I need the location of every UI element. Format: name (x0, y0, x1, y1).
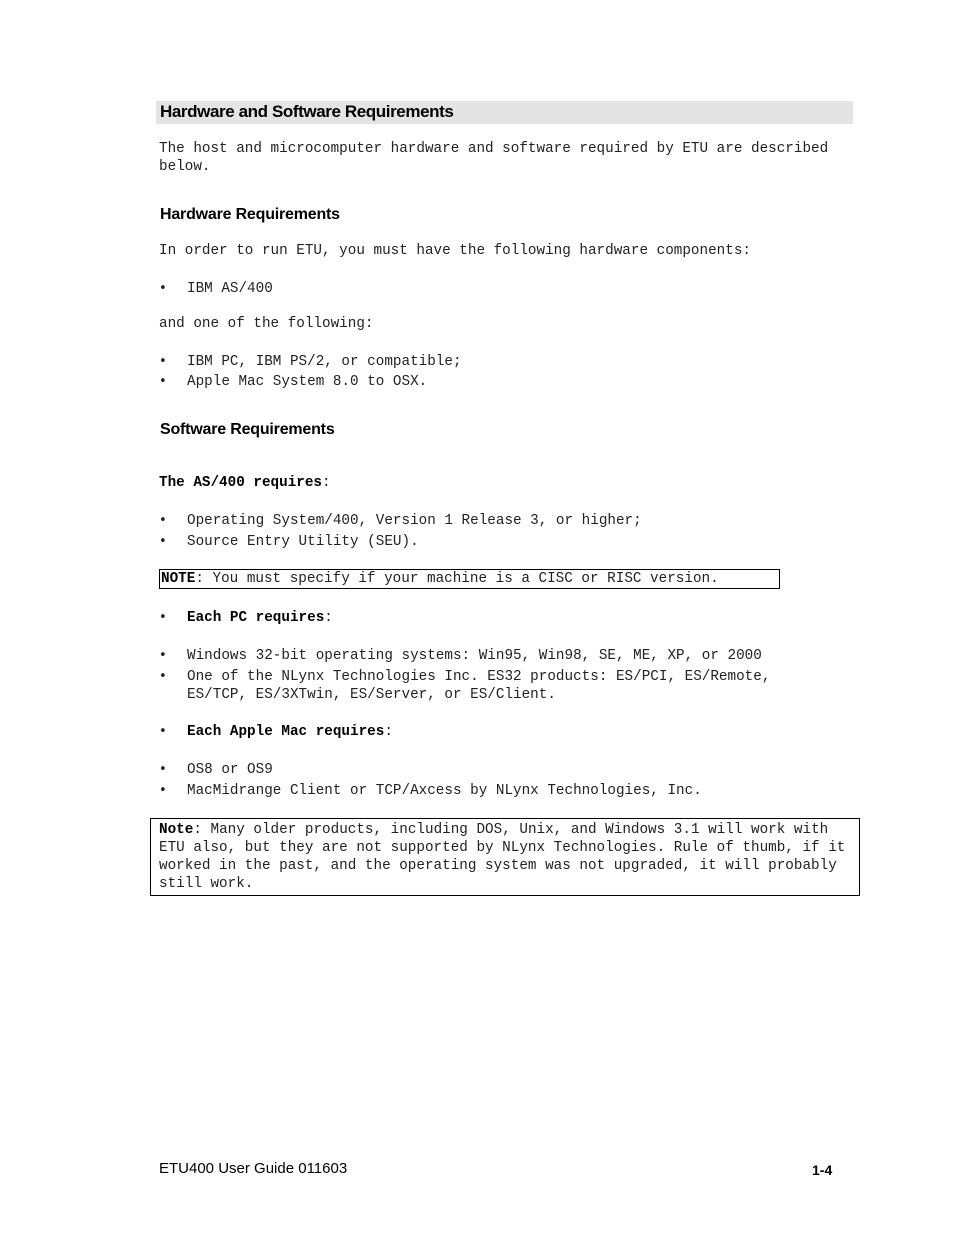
and-one-text: and one of the following: (159, 316, 374, 332)
section-title: Hardware and Software Requirements (160, 102, 454, 121)
bullet-icon: • (159, 534, 167, 549)
bullet-icon: • (159, 610, 167, 625)
list-item: • Windows 32-bit operating systems: Win95, Win98, SE, ME, XP, or 2000 (159, 648, 762, 664)
note-cisc-risc: NOTE: You must specify if your machine is a CISC or RISC version. (159, 569, 780, 589)
bullet-icon: • (159, 669, 167, 684)
list-item: • IBM PC, IBM PS/2, or compatible; (159, 354, 462, 370)
bullet-icon: • (159, 783, 167, 798)
section-intro: The host and microcomputer hardware and software required by ETU are described below. (159, 141, 837, 175)
bullet-icon: • (159, 648, 167, 663)
bullet-icon: • (159, 762, 167, 777)
software-heading: Software Requirements (160, 421, 335, 438)
bullet-icon: • (159, 281, 167, 296)
bullet-icon: • (159, 374, 167, 389)
list-item: • Apple Mac System 8.0 to OSX. (159, 374, 428, 390)
bullet-icon: • (159, 724, 167, 739)
mac-requires: • Each Apple Mac requires: (159, 724, 393, 740)
as400-requires: The AS/400 requires: (159, 475, 331, 491)
pc-requires: • Each PC requires: (159, 610, 333, 626)
list-item: • Operating System/400, Version 1 Release 3, or higher; (159, 513, 642, 529)
page-number: 1-4 (812, 1162, 833, 1178)
hardware-heading: Hardware Requirements (160, 206, 340, 223)
footer-title: ETU400 User Guide 011603 (159, 1160, 348, 1177)
list-item: • One of the NLynx Technologies Inc. ES32 products: ES/PCI, ES/Remote, ES/TCP, ES/3XTwin, ES/Server, or ES/Client. (159, 669, 780, 703)
hardware-intro: In order to run ETU, you must have the following hardware components: (159, 243, 751, 259)
note-older-products: Note: Many older products, including DOS, Unix, and Windows 3.1 will work with ETU also, but they are not supported by NLynx Technologies. Rule of thumb, if it worked in the past, and the operating system was not upgraded, it will probably still work. (150, 818, 860, 896)
bullet-icon: • (159, 354, 167, 369)
list-item: • IBM AS/400 (159, 281, 273, 297)
list-item: • OS8 or OS9 (159, 762, 273, 778)
list-item: • MacMidrange Client or TCP/Axcess by NLynx Technologies, Inc. (159, 783, 702, 799)
list-item: • Source Entry Utility (SEU). (159, 534, 419, 550)
bullet-icon: • (159, 513, 167, 528)
